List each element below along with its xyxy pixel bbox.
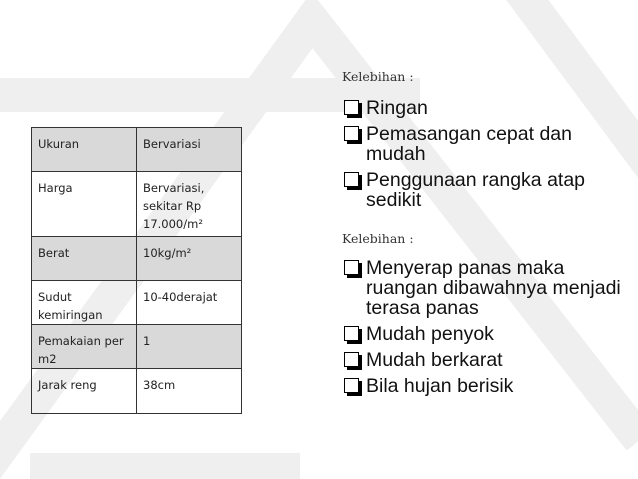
checkbox-bullet-icon (344, 378, 359, 393)
table-cell-value: Bervariasi (137, 128, 242, 172)
list-item (342, 170, 622, 210)
table-cell-label: Pemakaian per m2 (32, 325, 137, 369)
checkbox-bullet-icon (344, 100, 359, 115)
table-cell-value: Bervariasi, sekitar Rp 17.000/m² (137, 172, 242, 237)
checkbox-bullet-icon (344, 326, 359, 341)
list-item-text: Mudah penyok (366, 323, 494, 345)
table-cell-value: 10kg/m² (137, 237, 242, 281)
disadvantages-heading: Kelebihan : (342, 231, 414, 246)
list-item-text: Bila hujan berisik (366, 375, 514, 397)
table-cell-label: Sudut kemiringan (32, 281, 137, 325)
table-row (32, 325, 242, 369)
table-row (32, 172, 242, 237)
advantages-heading: Kelebihan : (342, 69, 414, 84)
checkbox-bullet-icon (344, 126, 359, 141)
list-item-text: Penggunaan rangka atap sedikit (366, 169, 586, 211)
table-cell-value: 1 (137, 325, 242, 369)
list-item (342, 376, 622, 396)
checkbox-bullet-icon (344, 260, 359, 275)
list-item-text: Mudah berkarat (366, 349, 503, 371)
checkbox-bullet-icon (344, 352, 359, 367)
list-item (342, 324, 622, 344)
table-row (32, 237, 242, 281)
table-cell-value: 10-40derajat (137, 281, 242, 325)
list-item-text: Menyerap panas maka ruangan dibawahnya menjadi terasa panas (366, 257, 621, 319)
pros-cons-panel (342, 68, 622, 402)
table-row (32, 369, 242, 414)
table-row (32, 128, 242, 172)
table-cell-label: Harga (32, 172, 137, 237)
list-item-text: Pemasangan cepat dan mudah (366, 123, 572, 165)
table-cell-label: Berat (32, 237, 137, 281)
list-item-text: Ringan (366, 97, 428, 119)
disadvantages-list (342, 258, 622, 396)
advantages-list (342, 98, 622, 210)
table-cell-label: Jarak reng (32, 369, 137, 414)
table-cell-value: 38cm (137, 369, 242, 414)
table-row (32, 281, 242, 325)
list-item (342, 98, 622, 118)
list-item (342, 258, 622, 318)
checkbox-bullet-icon (344, 172, 359, 187)
specification-table (31, 127, 242, 414)
table-cell-label: Ukuran (32, 128, 137, 172)
list-item (342, 350, 622, 370)
list-item (342, 124, 622, 164)
